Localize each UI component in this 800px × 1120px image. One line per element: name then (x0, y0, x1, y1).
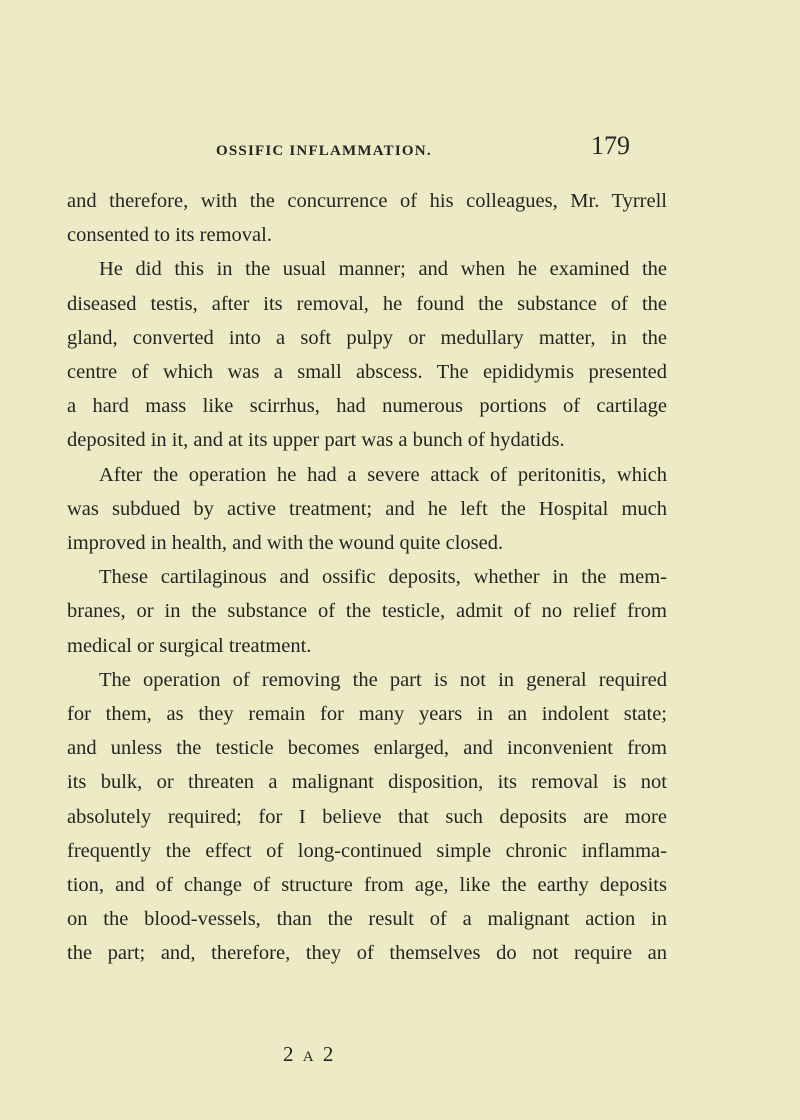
text-line: deposited in it, and at its upper part was a bunch of hydatids. (67, 429, 565, 452)
text-line: gland, converted into a soft pulpy or medullary matter, in the (67, 326, 667, 349)
text-line: tion, and of change of structure from age, like the earthy deposits (67, 874, 667, 897)
text-line: The operation of removing the part is not in general required (99, 668, 667, 691)
text-line: absolutely required; for I believe that such deposits are more (67, 805, 667, 828)
text-line: and unless the testicle becomes enlarged, and inconvenient from (67, 737, 667, 760)
text-line: its bulk, or threaten a malignant disposition, its removal is not (67, 771, 667, 794)
text-line: was subdued by active treatment; and he left the Hospital much (67, 497, 667, 520)
signature-part: 2 (322, 1042, 336, 1066)
signature-part: 2 (283, 1042, 296, 1066)
text-line: diseased testis, after its removal, he found the substance of the (67, 292, 667, 315)
text-line: These cartilaginous and ossific deposits, whether in the mem- (99, 566, 667, 589)
running-head: OSSIFIC INFLAMMATION. (216, 143, 432, 159)
text-line: centre of which was a small abscess. The epididymis presented (67, 361, 667, 384)
text-line: medical or surgical treatment. (67, 634, 312, 657)
signature-mark (283, 1042, 335, 1067)
text-line: branes, or in the substance of the testicle, admit of no relief from (67, 600, 667, 623)
body-text (67, 184, 667, 971)
text-line: a hard mass like scirrhus, had numerous portions of cartilage (67, 395, 667, 418)
text-line: frequently the effect of long-continued simple chronic inflamma- (67, 839, 667, 862)
text-line: improved in health, and with the wound quite closed. (67, 532, 504, 555)
text-line: and therefore, with the concurrence of his colleagues, Mr. Tyrrell (67, 190, 667, 212)
text-line: He did this in the usual manner; and when he examined the (99, 258, 667, 281)
text-line: the part; and, therefore, they of themselves do not require an (67, 942, 667, 965)
text-line: for them, as they remain for many years in an indolent state; (67, 703, 667, 726)
signature-part: A (302, 1049, 316, 1065)
text-line: consented to its removal. (67, 224, 272, 247)
page-number: 179 (591, 131, 630, 160)
text-line: After the operation he had a severe attack of peritonitis, which (99, 463, 667, 486)
text-line: on the blood-vessels, than the result of a malignant action in (67, 908, 667, 931)
